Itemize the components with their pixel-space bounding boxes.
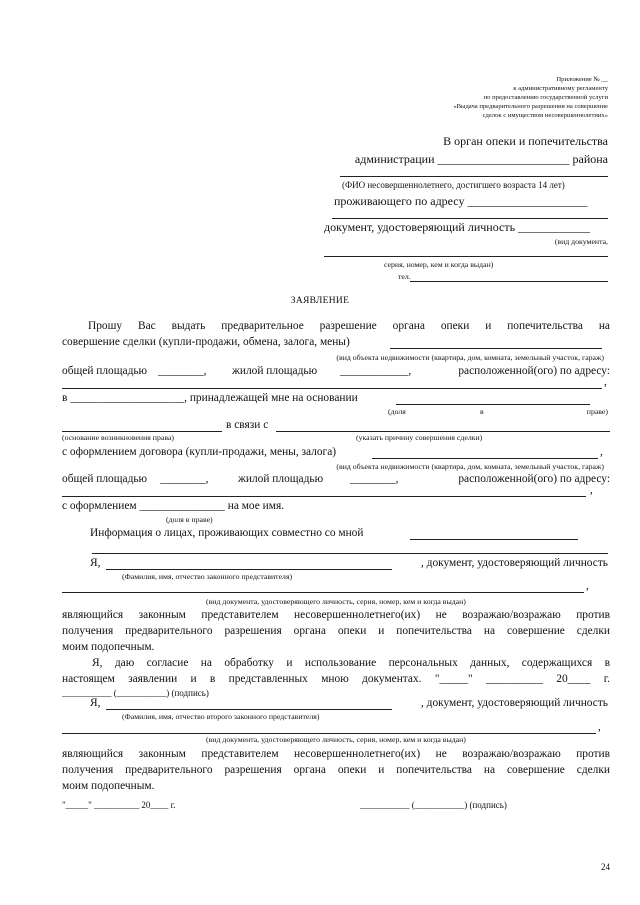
document-hint: (вид документа, удостоверяющего личность, серия, номер, кем и когда выдан) [206,735,466,744]
appendix-number: Приложение № __ [556,76,608,83]
header-line: по предоставлению государственной услуги [483,94,608,101]
area-label: общей площадью [62,365,148,377]
contract-label: с оформлением договора (купли-продажи, мены, залога) [62,446,337,458]
basis-blank [62,431,222,432]
paragraph-line: являющийся законным представителем несовершеннолетнего(их) не возражаю/возражаю против [62,609,610,621]
living-area-blank: ________, [350,473,399,485]
first-rep-label: Я, [90,557,101,569]
basis-hint: (основание возникновения права) [62,433,174,442]
second-rep-doc-line [62,733,596,734]
paragraph-line: получения предварительного разрешения органа опеки и попечительства на совершение сделки [62,764,610,776]
fio-hint: (Фамилия, имя, отчество второго законного представителя) [122,712,320,721]
share-hint: (доля [388,407,406,416]
paragraph-line: моим подопечным. [62,641,155,653]
fio-line [340,176,608,177]
ownership-line: в ____________________, принадлежащей мне на основании [62,392,358,404]
living-area-blank: ____________, [340,365,412,377]
share-hint: (доля в праве) [166,515,213,524]
paragraph-line: Прошу Вас выдать предварительное разрешение органа опеки и попечительства на [88,320,610,332]
area-blank: ________, [158,365,207,377]
paragraph-line: моим подопечным. [62,780,155,792]
second-rep-doc-label: , документ, удостоверяющий личность [420,697,608,709]
header-line: «Выдача предварительного разрешения на совершение [453,103,608,110]
date-line: "_____" __________ 20____ г. [62,800,176,810]
comma: , [590,484,593,496]
address-line [332,218,608,219]
basis-line [396,404,590,405]
address-line [62,388,602,389]
cohabitants-line [92,553,608,554]
fio-hint: (ФИО несовершеннолетнего, достигшего возраста 14 лет) [342,180,565,190]
first-rep-doc-label: , документ, удостоверяющий личность [420,557,608,569]
contract-line [372,458,598,459]
area-label: общей площадью [62,473,148,485]
consent-line: настоящем заявлении и в представленных мною документах. "_____" __________ 20____ г. [62,673,610,685]
first-rep-name-line [106,569,392,570]
share-hint: праве) [586,407,608,416]
due-to-label: в связи с [226,419,269,431]
document-hint: (вид документа, удостоверяющего личность, серия, номер, кем и когда выдан) [206,597,466,606]
header-line: сделок с имуществом несовершеннолетних» [482,112,608,119]
address-label: расположенной(ого) по адресу: [458,365,610,377]
document-title: ЗАЯВЛЕНИЕ [290,296,350,306]
registration-line: с оформлением _______________ на мое имя. [62,500,285,512]
second-rep-label: Я, [90,697,101,709]
document-hint: серия, номер, кем и когда выдан) [384,260,494,269]
comma: , [598,721,601,733]
paragraph-line: являющийся законным представителем несовершеннолетнего(их) не возражаю/возражаю против [62,748,610,760]
addressee-admin: администрации ______________________ района [354,152,608,166]
document-line [324,256,608,257]
address-line [62,496,586,497]
signature-line: ___________ (___________) (подпись) [62,688,209,698]
second-rep-name-line [106,709,392,710]
cohabitants-info: Информация о лицах, проживающих совместно со мной [90,527,364,539]
object-hint: (вид объекта недвижимости (квартира, дом, комната, земельный участок, гараж) [336,462,604,471]
paragraph-line: совершение сделки (купли-продажи, обмена, залога, мены) [62,336,350,348]
identity-document: документ, удостоверяющий личность ____________ [324,220,591,234]
paragraph-line: получения предварительного разрешения органа опеки и попечительства на совершение сделки [62,625,610,637]
addressee-to: В орган опеки и попечительства [443,134,608,148]
share-hint: в [480,407,484,416]
area-blank: ________, [160,473,209,485]
object-hint: (вид объекта недвижимости (квартира, дом, комната, земельный участок, гараж) [336,353,604,362]
consent-line: Я, даю согласие на обработку и использование персональных данных, содержащихся в [92,657,610,669]
living-area-label: жилой площадью [232,365,318,377]
document-hint: (вид документа, [554,237,608,246]
living-area-label: жилой площадью [238,473,324,485]
fio-hint: (Фамилия, имя, отчество законного представителя) [122,572,293,581]
page-number: 24 [601,862,610,872]
comma: , [604,376,607,388]
tel-line [410,281,608,282]
cohabitants-line [410,539,578,540]
first-rep-doc-line [62,592,584,593]
deal-line [390,348,602,349]
signature-line: ___________ (___________) (подпись) [360,800,507,810]
residing-address: проживающего по адресу ____________________ [334,194,588,208]
reason-line [276,431,610,432]
tel-label: тел. [398,272,411,281]
reason-hint: (указать причину совершения сделки) [356,433,483,442]
address-label: расположенной(ого) по адресу: [458,473,610,485]
comma: , [586,580,589,592]
comma: , [600,446,603,458]
header-line: к административному регламенту [513,85,608,92]
